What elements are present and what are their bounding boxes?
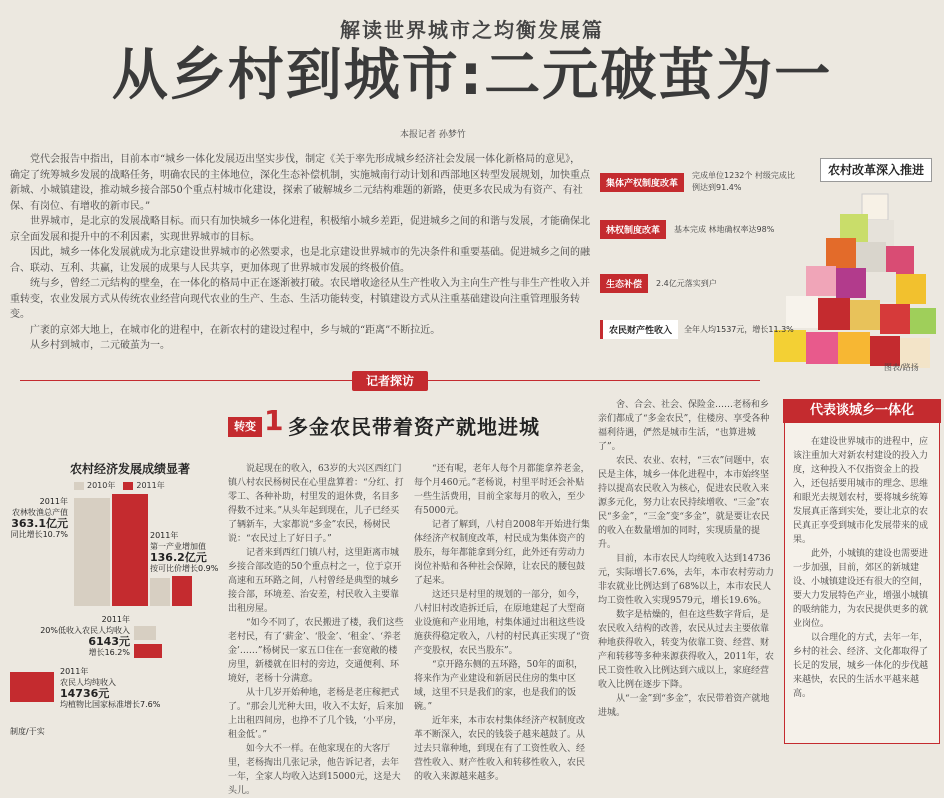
- article-paragraph: 从十几岁开始种地，老杨是老庄稼把式了。“那会儿光种大田，收入不太好，后来加上出租四间房，也挣不了几个钱，‘小平房，租金低’。”: [228, 688, 404, 740]
- reform-title: 农村改革深入推进: [820, 158, 932, 182]
- stat-growth: 同比增长10.7%: [10, 530, 68, 539]
- intro-paragraph: 从乡村到城市，二元破茧为一。: [30, 340, 170, 351]
- intro-text: [10, 152, 590, 354]
- intro-paragraph: 广袤的京郊大地上，在城市化的进程中，在新农村的建设过程中，乡与城的“距离”不断拉近。: [30, 324, 441, 336]
- stat-unit: 亿元: [184, 551, 207, 564]
- sidebar-box: [784, 400, 940, 744]
- legend-label: 2010年: [87, 481, 116, 490]
- article-paragraph: 记者了解到，八村自2008年开始进行集体经济产权制度改革，村民成为集体资产的股东，每年都能拿到分红，此外还有劳动力岗位补贴和各种社会保障，让农民的腰包鼓了起来。: [414, 520, 590, 586]
- reform-row: [600, 220, 784, 239]
- stat-label: 农林牧渔总产值: [12, 508, 68, 517]
- byline: 本报记者 孙梦竹: [400, 130, 466, 140]
- article-paragraph: “京开路东侧的五环路，50年的面积，将来作为产业建设和新居民住房的集中区域，这里不只是我们的家，也是我们的饭碗。”: [414, 660, 584, 712]
- stat-growth: 按可比价增长0.9%: [150, 564, 219, 573]
- article-column: [598, 398, 776, 744]
- reform-row: [600, 274, 766, 293]
- reform-row-note: 完成单位1232个 村级完成比例达到91.4%: [692, 171, 795, 192]
- reform-row-label: 农民财产性收入: [600, 320, 678, 339]
- stat-block: [10, 614, 130, 658]
- reform-row-note: 基本完成 林地确权率达98%: [674, 224, 775, 234]
- article-paragraph: 记者来到西红门镇八村，这里距离市城乡接合部改造的50个重点村之一，位于京开高速和五环路之间，八村曾经是典型的城乡接合部，环境差、治安差，村民收入主要靠出租房屋。: [228, 548, 402, 614]
- stat-unit: 亿元: [46, 517, 68, 530]
- reform-row: [600, 320, 794, 339]
- intro-paragraph: 因此，城乡一体化发展就成为北京建设世界城市的必然要求，也是北京建设世界城市的先决条件和重要基础。促进城乡之间的融合、联动、互利、共赢，让发展的成果与人民共享，更加体现了世界城市发展的终极价值。: [10, 247, 590, 274]
- reform-row-label: 集体产权制度改革: [600, 173, 684, 192]
- stat-value: 136.2: [150, 551, 185, 564]
- article-paragraph: 如今大不一样。在他家现在的大客厅里，老杨掏出几张记录，他告诉记者，去年一年，全家人均收入达到15000元，这是大头儿。: [228, 744, 401, 796]
- sidebar-paragraph: 以合理化的方式，去年一年，乡村的社会、经济、文化都取得了长足的发展，城乡一体化的步伐越来越快，农民的生活水平越来越高。: [793, 633, 929, 699]
- article-paragraph: 说起现在的收入，63岁的大兴区西红门镇八村农民杨树民在心里盘算着：“分红、打零工、各种补助，村里发的退休费，名目多得数不过来。”从头年起到现在，儿子已经买了辆新车，大家都说“多金”农民，杨树民说：“农民过上了好日子。”: [228, 464, 404, 544]
- bar-2010: [150, 578, 170, 606]
- article-paragraph: “还有呢，老年人每个月都能拿养老金，每个月460元。”老杨说，村里平时还会补贴一些生活费用，目前全家每月的收入，至少有5000元。: [414, 464, 590, 516]
- cube-stack-illustration: [766, 180, 938, 380]
- sidebar-paragraph: 此外，小城镇的建设也需要进一步加强，目前，郊区的新城建设、小城镇建设还有很大的空间，要大力发展特色产业，增强小城镇的吸纳能力，为农民提供更多的就业岗位。: [793, 549, 929, 629]
- bar-2010: [74, 498, 110, 606]
- stat-value: 363.1: [11, 517, 46, 530]
- stat-year: 2011年: [101, 615, 130, 624]
- stat-unit: 元: [98, 687, 110, 700]
- stat-label: 农民人均纯收入: [60, 678, 116, 687]
- stat-year: 2011年: [60, 667, 89, 676]
- sidebar-paragraph: 在建设世界城市的进程中，应该注重加大对新农村建设的投入力度，这种投入不仅指资金上的投入，还包括要用城市的理念、思维和眼光去规划农村，要将城乡统筹发展真正落到实处，要让北京的农民真正享受到城市化发展带来的成果。: [793, 437, 929, 545]
- bar-2011: [10, 672, 54, 702]
- article-paragraph: 舍、合会、社会、保险金……老杨和乡亲们都成了“多金农民”，住楼房、享受各种福利待遇，俨然是城市生活，“也算进城了”。: [598, 400, 770, 452]
- graphic-credit: 图表/路扬: [884, 363, 919, 372]
- article-paragraph: 近年来，本市农村集体经济产权制度改革不断深入，农民的钱袋子越来越鼓了。从过去只靠种地，到现在有了工资性收入、经营性收入、财产性收入和转移性收入，农民的收入来源越来越多。: [414, 716, 586, 782]
- legend-item: [74, 480, 115, 491]
- stat-footer: 制度/于实: [10, 727, 45, 736]
- intro-paragraph: 党代会报告中指出，目前本市“城乡一体化发展迈出坚实步伐，制定《关于率先形成城乡经济社会发展一体化新格局的意见》，确定了统筹城乡发展的战略任务，明确农民的主体地位，深化生态补偿机制，实施城南行动计划和西部地区转型发展规划，加快重点新城、小城镇建设，推动城乡接合部50个重点村城市化建设，探索了破解城乡二元结构难题的新路，使更多农民成为有资产、有社保、有岗位、有增收的新市民。”: [10, 154, 590, 212]
- bar-2011: [134, 644, 162, 658]
- feature-title: 多金农民带着资产就地进城: [288, 415, 540, 439]
- intro-paragraph: 统与乡，曾经二元结构的壁垒，在一体化的格局中正在逐渐被打破。农民增收途径从生产性收入为主向生产性与非生产性收入并重转变，农业发展方式从传统农业经营向现代农业的生产、生态、生活功能转变，村镇建设方式从注重基础建设向注重管理服务转变。: [10, 278, 590, 320]
- feature-badge: 转变: [228, 417, 262, 437]
- stat-year: 2011年: [150, 531, 179, 540]
- reform-row: [600, 170, 802, 194]
- article-paragraph: “如今不同了，农民搬进了楼，我们这些老村民，有了‘薪金’、‘股金’、‘租金’、‘养老金’……”杨树民一家五口住在一套宽敞的楼房里，新楼就在旧村的旁边，交通便利、环境好，老杨十分满意。: [228, 618, 404, 684]
- article-paragraph: 这还只是村里的规划的一部分，如今，八村旧村改造拆迁后，在原地建起了大型商业设施和产业用地，村集体通过出租这些设施获得稳定收入，八村的村民真正实现了“资产变股权，农民当股东”。: [414, 590, 590, 656]
- intro-paragraph: 世界城市，是北京的发展战略目标。而只有加快城乡一体化进程，积极缩小城乡差距，促进城乡之间的和谐与发展，才能确保北京全面发展和提升中的不利因素，实现世界城市的目标。: [10, 216, 590, 243]
- article-paragraph: 农民、农业、农村，“三农”问题中，农民是主体，城乡一体化进程中，本市始终坚持以提高农民收入为核心，促进农民收入来源多元化，努力让农民持续增收、“三金”农民“多金”，“三金”变“多金”，就是要让农民的收入在数量增加的同时，实现质量的提升。: [598, 456, 770, 550]
- stats-graphic: [10, 458, 228, 748]
- stat-unit: 元: [119, 635, 130, 648]
- reform-infographic: [598, 150, 940, 378]
- cube-stack-graphic: [766, 180, 938, 380]
- feature-number: 1: [264, 404, 284, 437]
- article-column: [414, 462, 592, 782]
- sidebar-title: 代表谈城乡一体化: [783, 399, 941, 423]
- stat-label: 第一产业增加值: [150, 542, 206, 551]
- stat-value: 6143: [88, 635, 119, 648]
- stat-year: 2011年: [39, 497, 68, 506]
- legend-item: [123, 480, 164, 491]
- stat-growth: 均植物比国家标准增长7.6%: [60, 700, 161, 709]
- section-tag: 记者探访: [352, 371, 428, 391]
- legend-label: 2011年: [136, 481, 165, 490]
- article-paragraph: 数字是枯燥的，但在这些数字背后，是农民收入结构的改善，农民从过去主要依靠种地获得收入，转变为依靠工资、经营、财产和转移等多种来源获得收入，2011年，农民工资性收入比例达到六成以上，家庭经营收入比例在逐步下降。: [598, 610, 774, 690]
- article-paragraph: 目前，本市农民人均纯收入达到14736元，实际增长7.6%，去年，本市农村劳动力非农就业比例达到了68%以上，本市农民人均工资性收入实现9579元，增长19.6%。: [598, 554, 774, 606]
- stats-title: 农村经济发展成绩显著: [70, 462, 191, 476]
- article-paragraph: 从“一金”到“多金”，农民带着资产就地进城。: [598, 694, 770, 718]
- bar-2011: [172, 576, 192, 606]
- stat-growth: 增长16.2%: [88, 648, 130, 657]
- sidebar-body: [793, 435, 933, 701]
- legend-swatch: [123, 482, 133, 490]
- article-column: [228, 462, 406, 796]
- bar-2011: [112, 494, 148, 606]
- reform-row-note: 2.4亿元落实到户: [656, 278, 717, 288]
- stat-value: 14736: [60, 687, 99, 700]
- bar-2010: [134, 626, 156, 640]
- legend-swatch: [74, 482, 84, 490]
- reform-row-note: 全年人均1537元，增长11.3%: [684, 325, 794, 334]
- stat-label: 20%低收入农民人均收入: [40, 626, 130, 635]
- stats-legend: [74, 480, 173, 491]
- reform-row-label: 林权制度改革: [600, 220, 666, 239]
- reform-row-label: 生态补偿: [600, 274, 648, 293]
- stat-block: [150, 530, 226, 574]
- stat-block: [10, 496, 68, 540]
- kicker-title: 解读世界城市之均衡发展篇: [340, 18, 604, 42]
- headline: 从乡村到城市:二元破茧为一: [111, 43, 833, 108]
